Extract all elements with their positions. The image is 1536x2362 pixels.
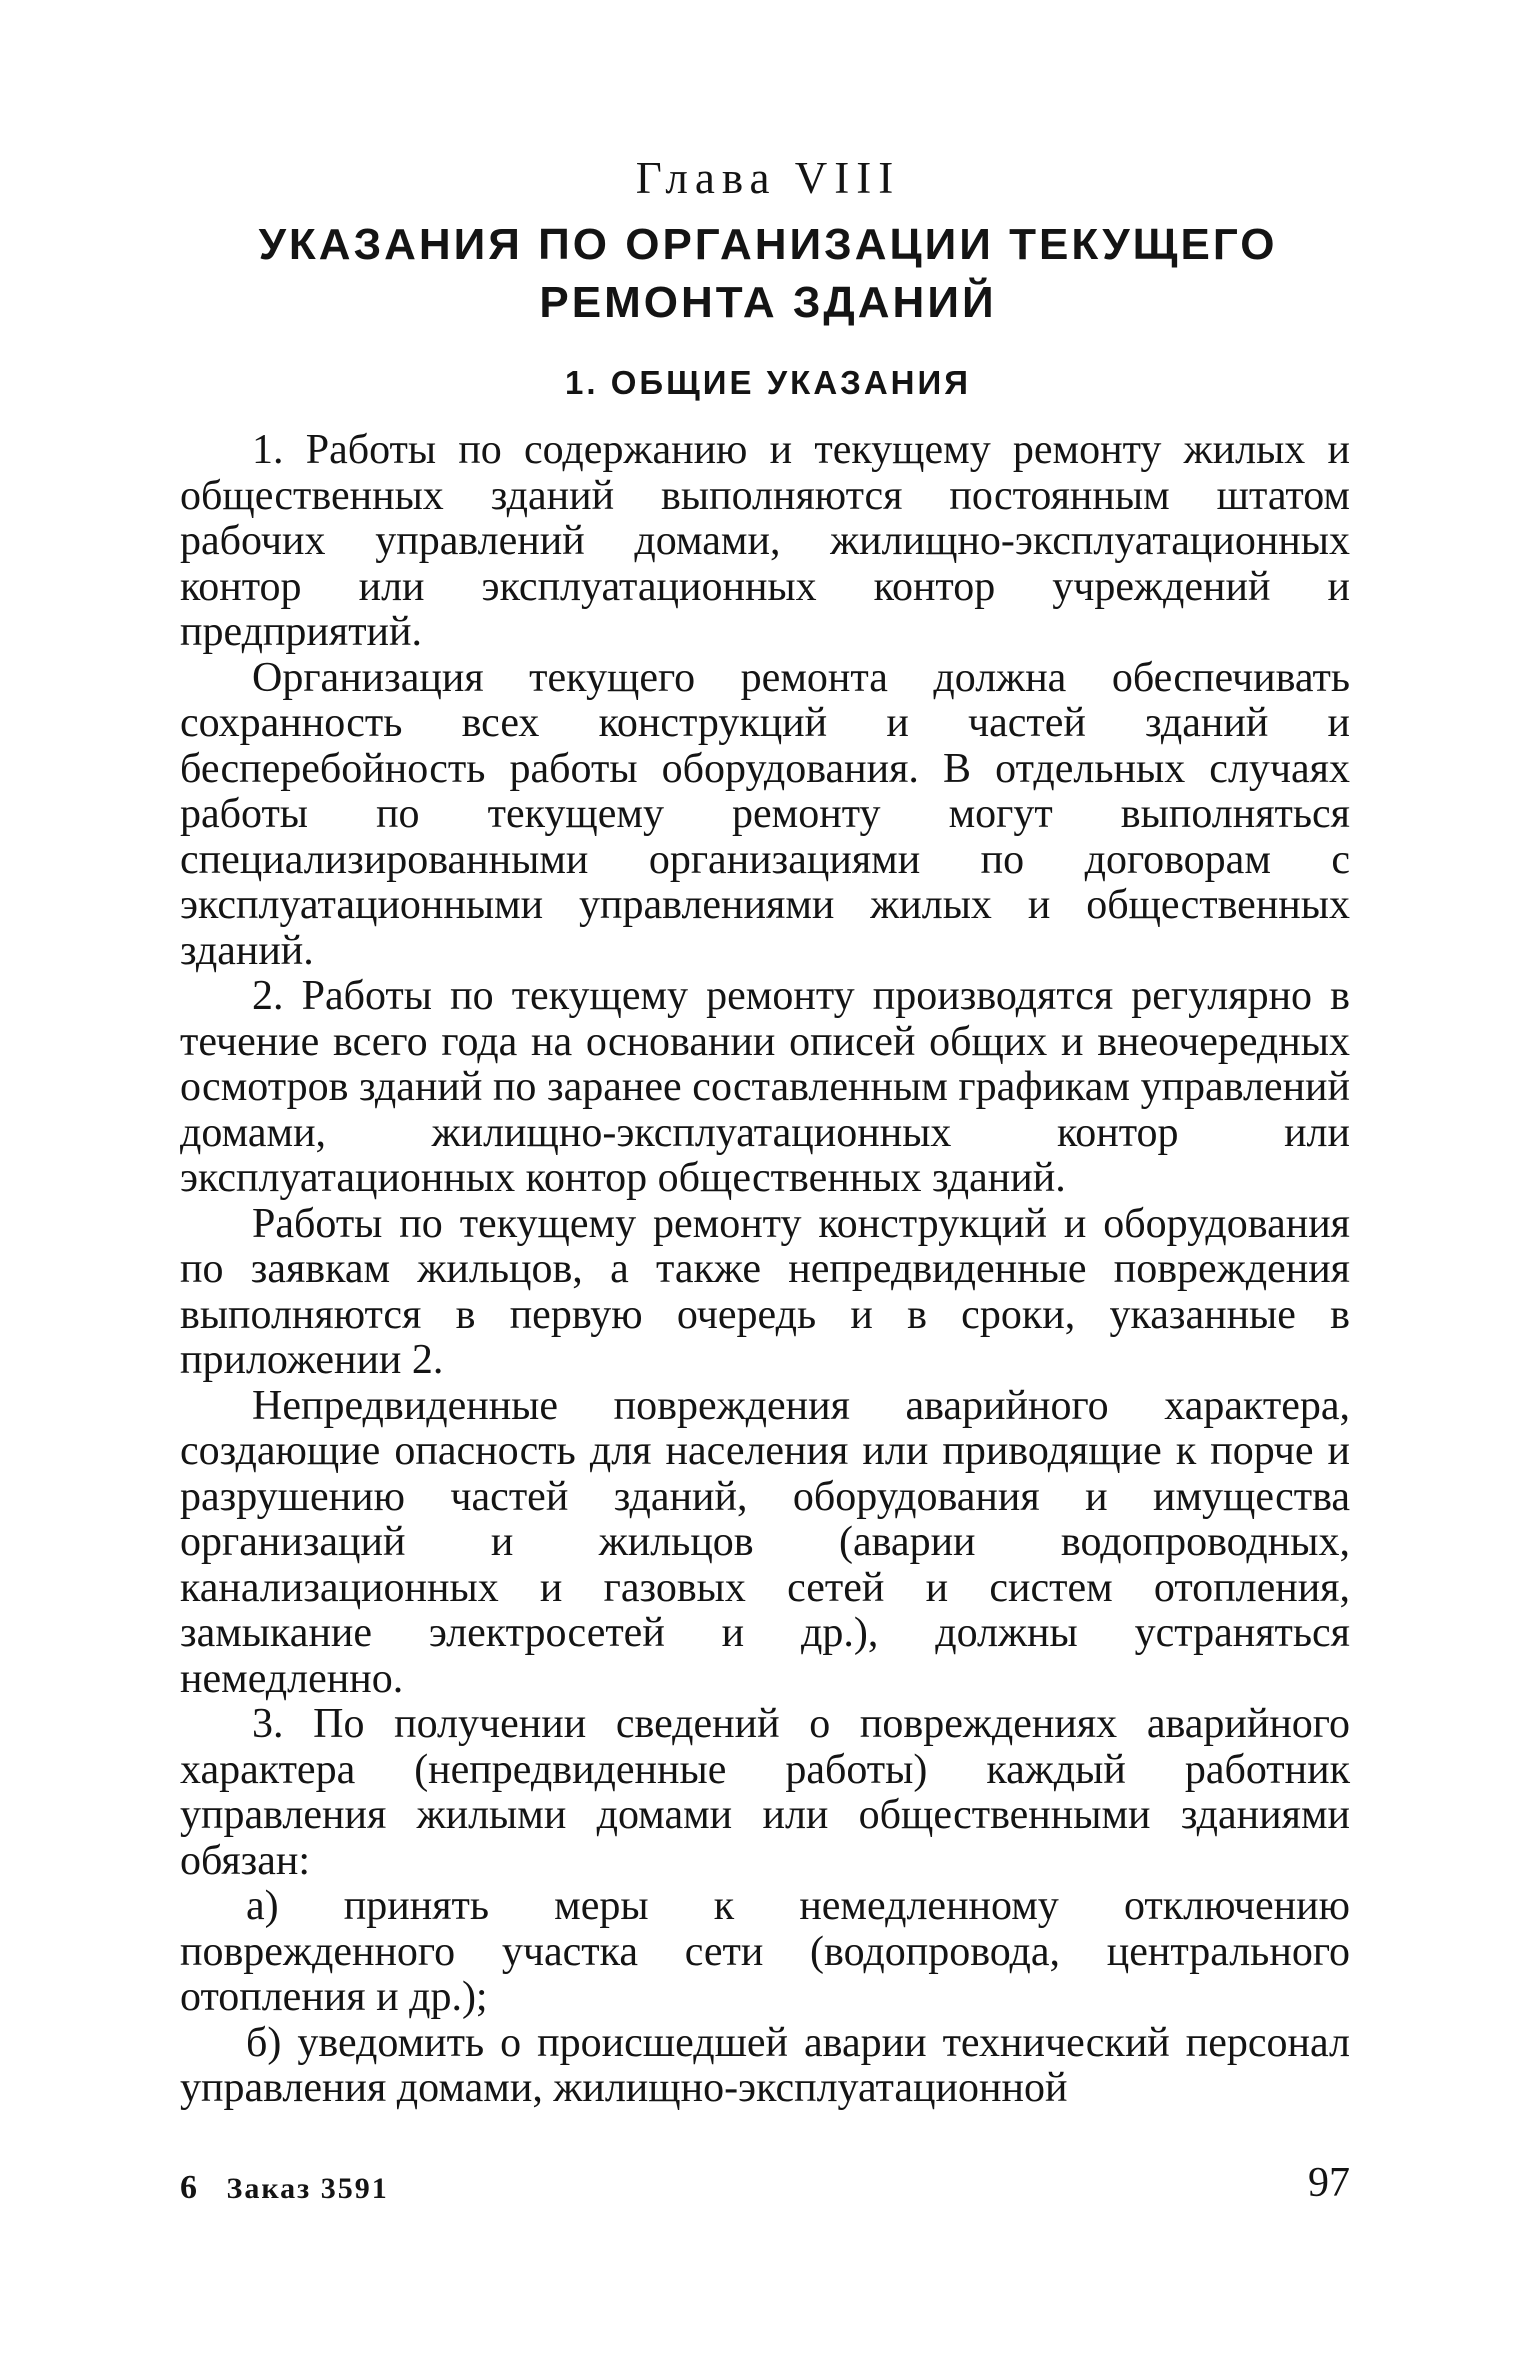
paragraph-5: Непредвиденные повреждения аварийного характера, создающие опасность для населения или приводящие к порче и разрушению частей зданий, оборудования и имущества организаций и жильцов (аварии водопроводных, канализационных и газовых сетей и систем отопления, замыкание электросетей и др.), должны устраняться немедленно. [180, 1382, 1350, 1702]
list-item-b: б) уведомить о происшедшей аварии технический персонал управления домами, жилищно-эксплуатационной [180, 2019, 1350, 2111]
printer-signature [180, 2168, 389, 2209]
chapter-title [0, 216, 1536, 332]
paragraph-6: 3. По получении сведений о повреждениях аварийного характера (непредвиденные работы) каждый работник управления жилыми домами или общественными зданиями обязан: [180, 1701, 1350, 1884]
order-number: Заказ 3591 [226, 2172, 389, 2205]
signature-number: 6 [180, 2169, 197, 2206]
chapter-title-line-2: РЕМОНТА ЗДАНИЙ [539, 278, 997, 327]
paragraph-2: Организация текущего ремонта должна обеспечивать сохранность всех конструкций и частей зданий и бесперебойность работы оборудования. В отдельных случаях работы по текущему ремонту могут выполняться специализированными организациями по договорам с эксплуатационными управлениями жилых и общественных зданий. [180, 654, 1350, 974]
paragraph-4: Работы по текущему ремонту конструкций и оборудования по заявкам жильцов, а также непредвиденные повреждения выполняются в первую очередь и в сроки, указанные в приложении 2. [180, 1200, 1350, 1383]
paragraph-3: 2. Работы по текущему ремонту производятся регулярно в течение всего года на основании описей общих и внеочередных осмотров зданий по заранее составленным графикам управлений домами, жилищно-эксплуатационных контор или эксплуатационных контор общественных зданий. [180, 973, 1350, 1201]
chapter-label: Глава VIII [635, 153, 901, 203]
list-item-a: а) принять меры к немедленному отключению поврежденного участка сети (водопровода, центрального отопления и др.); [180, 1883, 1350, 2020]
body-text [180, 428, 1350, 2112]
paragraph-1: 1. Работы по содержанию и текущему ремонту жилых и общественных зданий выполняются постоянным штатом рабочих управлений домами, жилищно-эксплуатационных контор или эксплуатационных контор учреждений и предприятий. [180, 427, 1350, 655]
chapter-title-line-1: УКАЗАНИЯ ПО ОРГАНИЗАЦИИ ТЕКУЩЕГО [258, 220, 1278, 269]
page-number: 97 [1308, 2160, 1350, 2206]
section-title: 1. ОБЩИЕ УКАЗАНИЯ [565, 364, 971, 401]
